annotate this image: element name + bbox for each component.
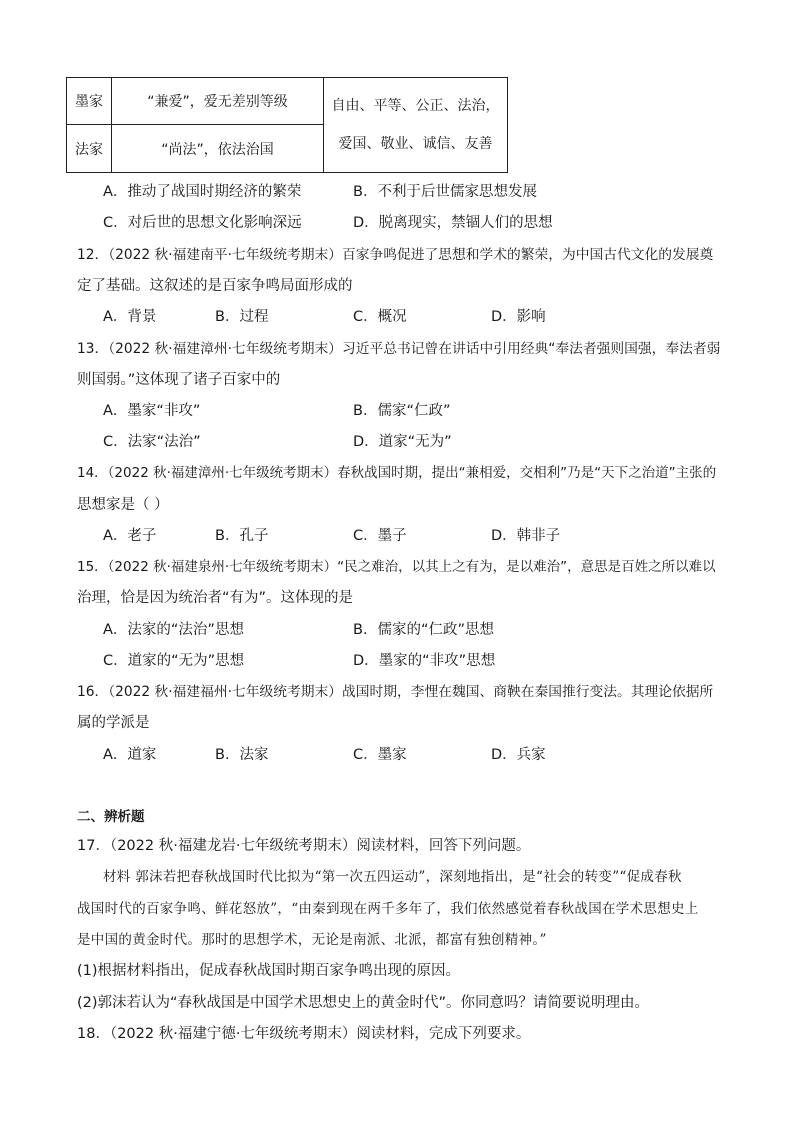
q12-option-b: B．过程 — [215, 309, 269, 325]
q16-option-d: D．兵家 — [491, 747, 546, 763]
q17-subquestion-1: (1)根据材料指出，促成春秋战国时期百家争鸣出现的原因。 — [77, 963, 461, 979]
q14-option-d: D．韩非子 — [491, 528, 561, 544]
q14-stem-line1: 14．（2022 秋·福建漳州·七年级统考期末）春秋战国时期，提出“兼相爱，交相利”乃是“天下之治道”主张的 — [77, 465, 717, 481]
q11-option-b: B．不利于后世儒家思想发展 — [353, 184, 537, 200]
q17-stem: 17．（2022 秋·福建龙岩·七年级统考期末）阅读材料，回答下列问题。 — [77, 838, 531, 854]
q15-option-c: C．道家的“无为”思想 — [103, 653, 245, 669]
section-heading: 二、辨析题 — [77, 809, 145, 825]
core-values-cell — [324, 78, 508, 173]
q16-option-b: B．法家 — [215, 747, 269, 763]
q16-option-a: A．道家 — [103, 747, 157, 763]
q16-option-c: C．墨家 — [353, 747, 407, 763]
q12-stem-line1: 12．（2022 秋·福建南平·七年级统考期末）百家争鸣促进了思想和学术的繁荣，为中国古代文化的发展奠 — [77, 247, 714, 263]
q14-option-b: B．孔子 — [215, 528, 269, 544]
q13-option-b: B．儒家“仁政” — [353, 403, 451, 419]
q14-option-a: A．老子 — [103, 528, 157, 544]
q12-option-a: A．背景 — [103, 309, 157, 325]
q17-material-line2: 战国时代的百家争鸣、鲜花怒放”，“由秦到现在两千多年了，我们依然感觉着春秋战国在学术思想史上 — [77, 901, 699, 917]
q13-option-a: A．墨家“非攻” — [103, 403, 201, 419]
q13-option-d: D．道家“无为” — [353, 434, 452, 450]
schools-table — [66, 77, 508, 173]
school-cell-legalism: 法家 — [67, 125, 112, 173]
q15-option-d: D．墨家的“非攻”思想 — [353, 653, 496, 669]
q13-stem-line1: 13．（2022 秋·福建漳州·七年级统考期末）习近平总书记曾在讲话中引用经典“奉法者强则国强，奉法者弱 — [77, 341, 721, 357]
q17-material-line3: 是中国的黄金时代。那时的思想学术，无论是南派、北派，都富有独创精神。” — [77, 932, 547, 948]
q17-material-line1: 材料 郭沫若把春秋战国时代比拟为“第一次五四运动”，深刻地指出，是“社会的转变”“促成春秋 — [103, 869, 682, 885]
q13-stem-line2: 则国弱。”这体现了诸子百家中的 — [77, 372, 281, 388]
q14-option-c: C．墨子 — [353, 528, 407, 544]
q13-option-c: C．法家“法治” — [103, 434, 201, 450]
q11-option-c: C．对后世的思想文化影响深远 — [103, 215, 302, 231]
q12-option-c: C．概况 — [353, 309, 407, 325]
q17-subquestion-2: (2)郭沫若认为“春秋战国是中国学术思想史上的黄金时代”。你同意吗？请简要说明理由。 — [77, 995, 650, 1011]
idea-cell-legalism: “尚法”，依法治国 — [112, 125, 324, 173]
q11-option-d: D．脱离现实，禁锢人们的思想 — [353, 215, 553, 231]
q18-stem: 18．（2022 秋·福建宁德·七年级统考期末）阅读材料，完成下列要求。 — [77, 1026, 531, 1042]
q15-option-b: B．儒家的“仁政”思想 — [353, 622, 494, 638]
q16-stem-line1: 16．（2022 秋·福建福州·七年级统考期末）战国时期，李悝在魏国、商鞅在秦国推行变法。其理论依据所 — [77, 684, 714, 700]
q11-option-a: A．推动了战国时期经济的繁荣 — [103, 184, 302, 200]
q15-stem-line2: 治理，恰是因为统治者“有为”。这体现的是 — [77, 590, 354, 606]
core-values-line1: 自由、平等、公正、法治， — [331, 98, 500, 114]
q12-stem-line2: 定了基础。这叙述的是百家争鸣局面形成的 — [77, 278, 353, 294]
q15-option-a: A．法家的“法治”思想 — [103, 622, 244, 638]
q16-stem-line2: 属的学派是 — [77, 715, 150, 731]
idea-cell-mohism: “兼爱”，爱无差别等级 — [112, 78, 324, 125]
core-values-line2: 爱国、敬业、诚信、友善 — [338, 136, 493, 152]
q14-stem-line2: 思想家是（ ） — [77, 497, 169, 513]
q15-stem-line1: 15．（2022 秋·福建泉州·七年级统考期末）“民之难治，以其上之有为，是以难治”，意思是百姓之所以难以 — [77, 559, 716, 575]
q12-option-d: D．影响 — [491, 309, 546, 325]
school-cell-mohism: 墨家 — [67, 78, 112, 125]
